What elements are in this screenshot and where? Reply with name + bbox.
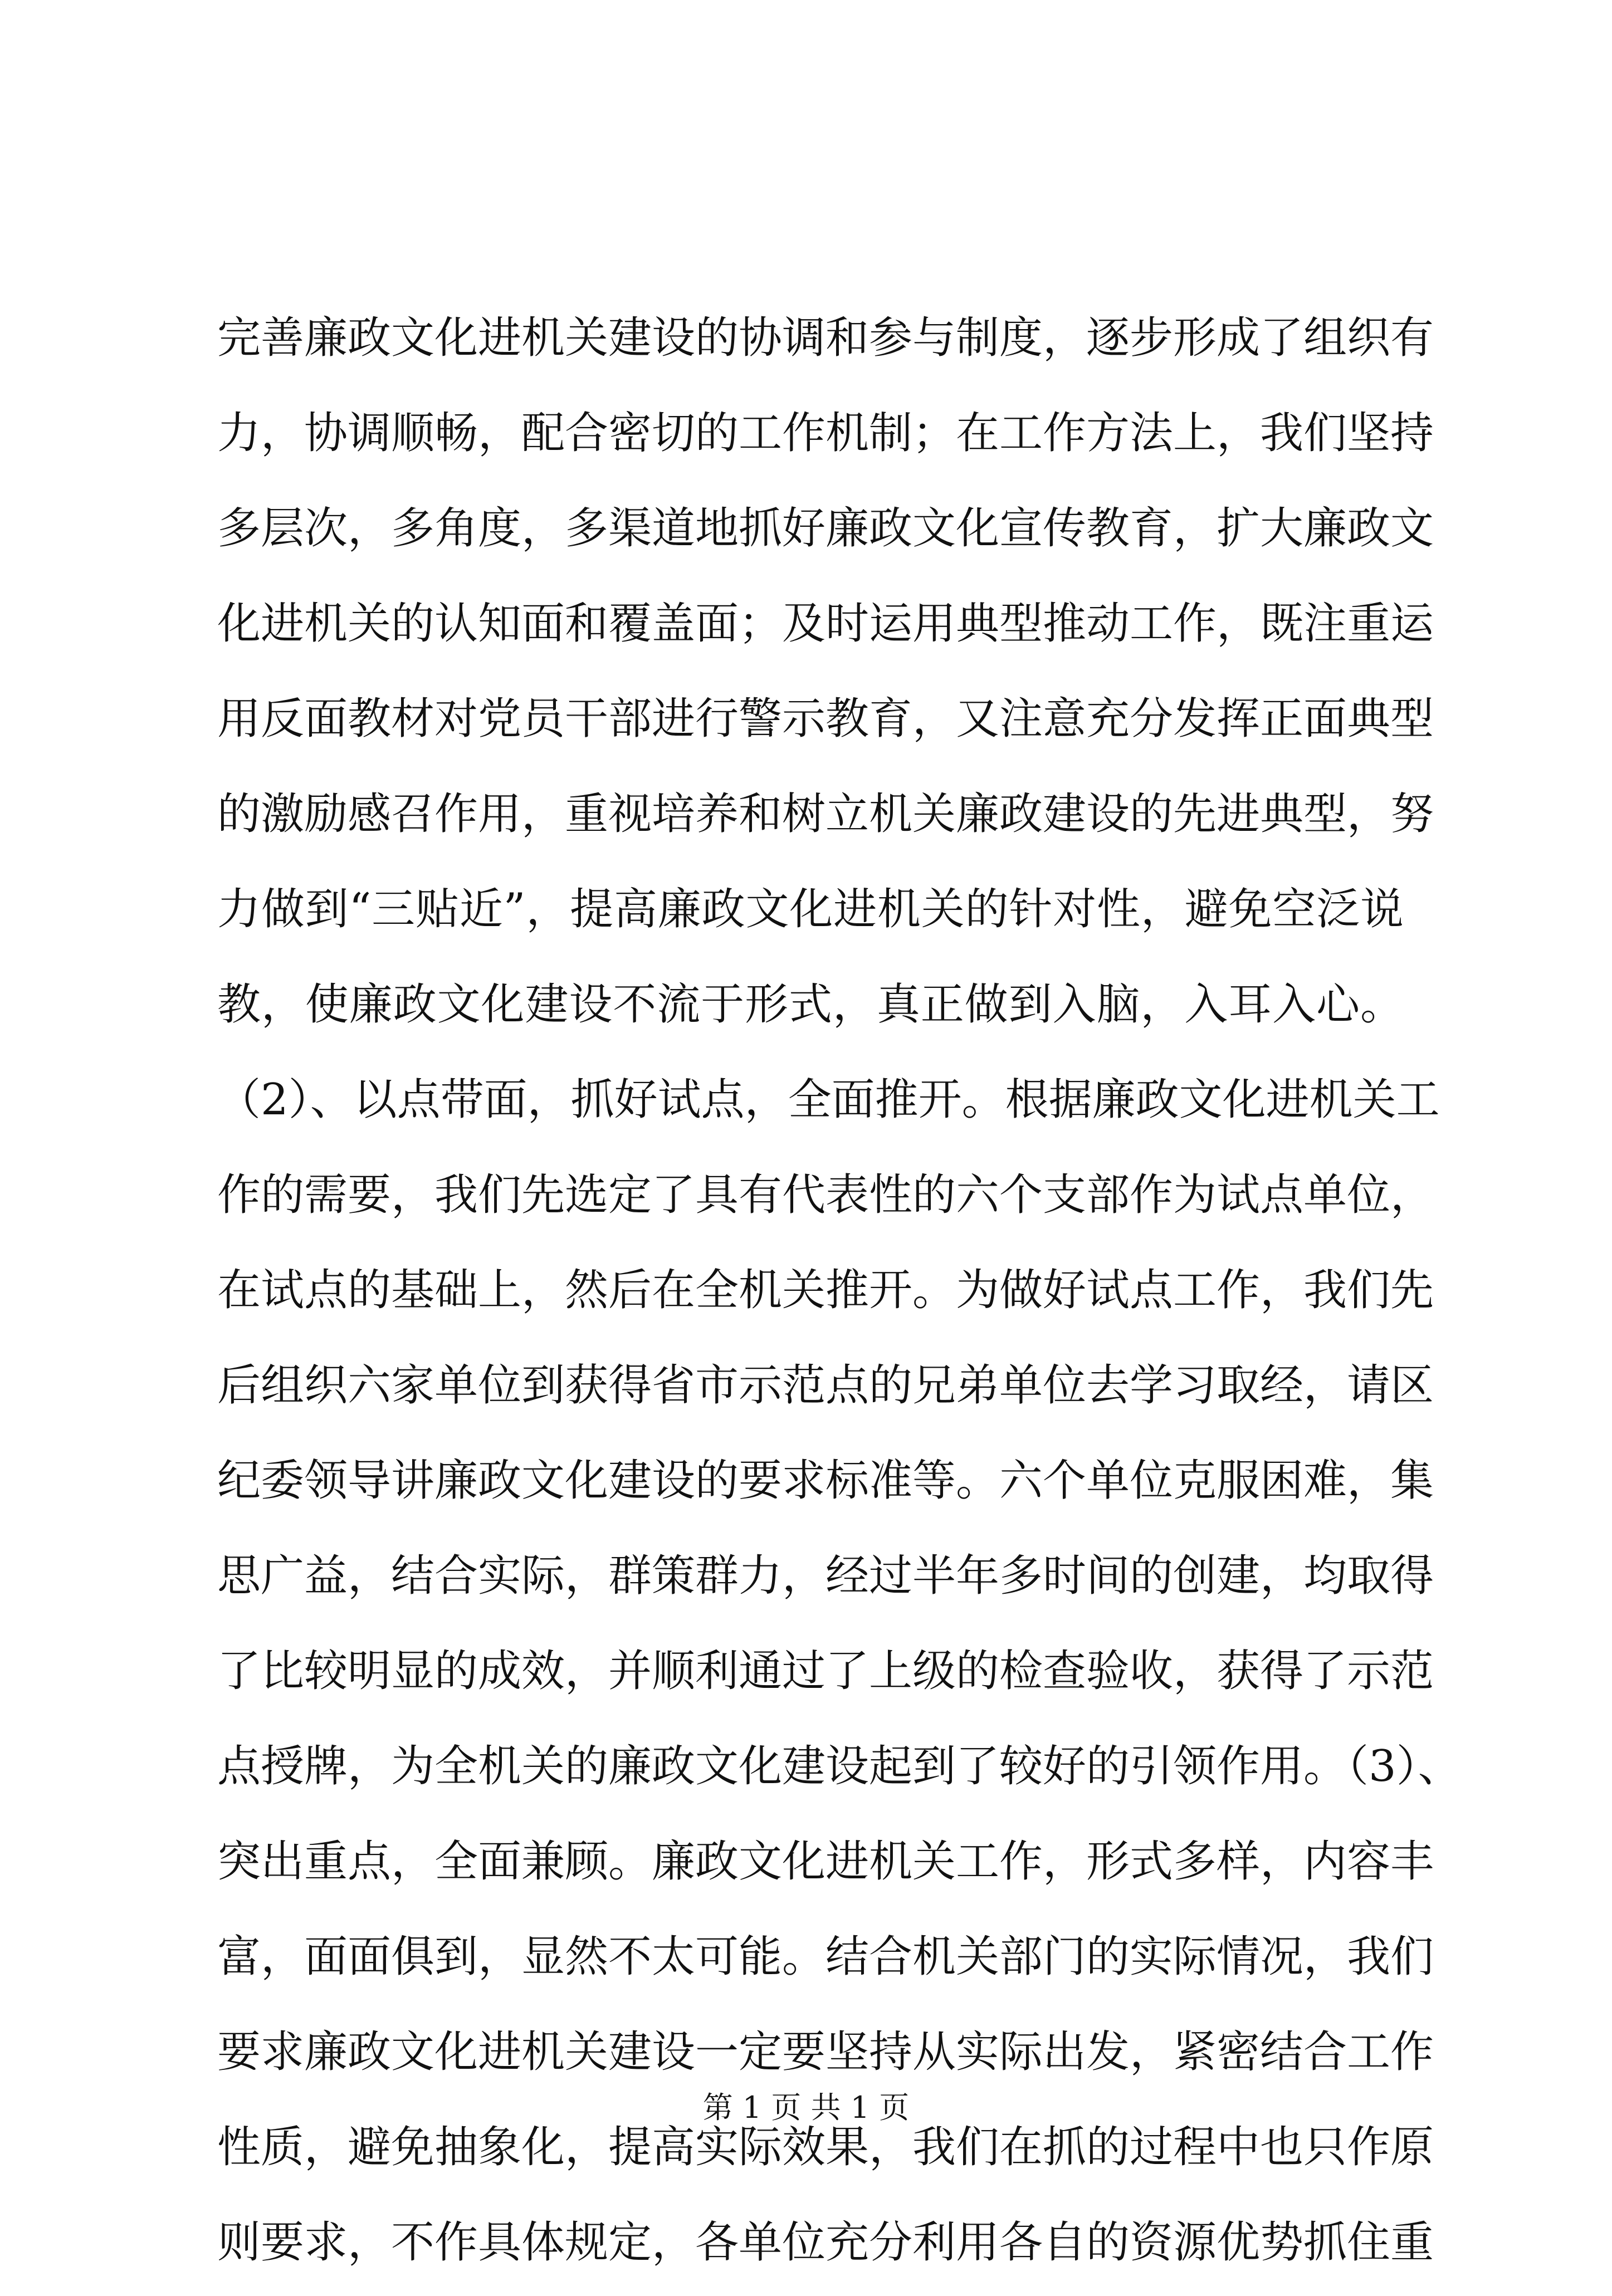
- text-line: 作的需要，我们先选定了具有代表性的六个支部作为试点单位，: [217, 1170, 1434, 1220]
- text-line: 力做到“三贴近”，提高廉政文化进机关的针对性，避免空泛说: [217, 884, 1404, 934]
- text-line: 后组织六家单位到获得省市示范点的兄弟单位去学习取经，请区: [217, 1360, 1434, 1411]
- text-line: 突出重点，全面兼顾。廉政文化进机关工作，形式多样，内容丰: [217, 1837, 1434, 1887]
- body-text: [217, 296, 1462, 2296]
- text-line: 教，使廉政文化建设不流于形式，真正做到入脑，入耳入心。: [217, 980, 1404, 1030]
- text-line: 要求廉政文化进机关建设一定要坚持从实际出发，紧密结合工作: [217, 2027, 1434, 2077]
- text-line: （2）、以点带面，抓好试点，全面推开。根据廉政文化进机关工: [217, 1075, 1440, 1125]
- text-line: 化进机关的认知面和覆盖面；及时运用典型推动工作，既注重运: [217, 599, 1434, 649]
- text-line: 力，协调顺畅，配合密切的工作机制；在工作方法上，我们坚持: [217, 408, 1434, 458]
- text-line: 性质，避免抽象化，提高实际效果，我们在抓的过程中也只作原: [217, 2122, 1434, 2172]
- text-line: 了比较明显的成效，并顺利通过了上级的检查验收，获得了示范: [217, 1646, 1434, 1696]
- text-line: 在试点的基础上，然后在全机关推开。为做好试点工作，我们先: [217, 1265, 1434, 1315]
- text-line: 思广益，结合实际，群策群力，经过半年多时间的创建，均取得: [217, 1551, 1434, 1601]
- text-line: 富，面面俱到，显然不太可能。结合机关部门的实际情况，我们: [217, 1932, 1434, 1982]
- page-number: 第 1 页 共 1 页: [702, 2090, 910, 2125]
- text-line: 则要求，不作具体规定，各单位充分利用各自的资源优势抓住重: [217, 2217, 1434, 2268]
- text-line: 完善廉政文化进机关建设的协调和参与制度，逐步形成了组织有: [217, 313, 1434, 363]
- text-line: 的激励感召作用，重视培养和树立机关廉政建设的先进典型，努: [217, 789, 1434, 839]
- text-line: 纪委领导讲廉政文化建设的要求标准等。六个单位克服困难，集: [217, 1456, 1434, 1506]
- text-line: 点授牌，为全机关的廉政文化建设起到了较好的引领作用。（3）、: [217, 1741, 1462, 1791]
- text-line: 用反面教材对党员干部进行警示教育，又注意充分发挥正面典型: [217, 694, 1434, 744]
- text-line: 多层次，多角度，多渠道地抓好廉政文化宣传教育，扩大廉政文: [217, 503, 1434, 554]
- page-footer: [0, 2086, 1612, 2130]
